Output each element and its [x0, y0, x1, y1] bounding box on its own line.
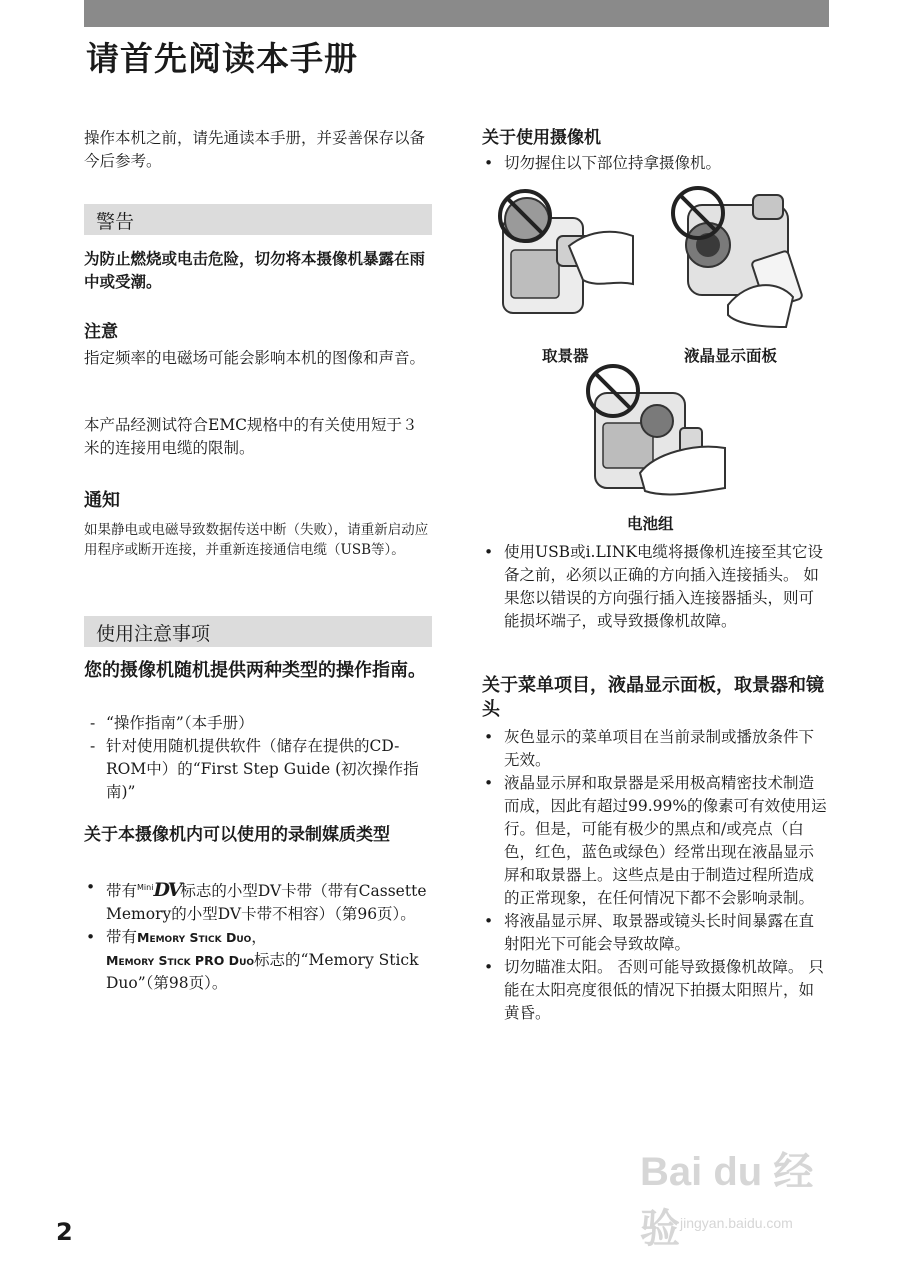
- watermark-url: jingyan.baidu.com: [680, 1215, 793, 1231]
- menu-heading: 关于菜单项目，液晶显示面板，取景器和镜头: [482, 675, 824, 720]
- page-number: 2: [56, 1218, 73, 1246]
- memory-stick-pro-duo-logo: Memory Stick PRO Duo: [106, 953, 255, 969]
- usage-band: [84, 616, 432, 647]
- menu-list: [482, 726, 827, 1025]
- media-item-2-sep: ，: [251, 928, 267, 947]
- list-item: • 切勿握住以下部位持拿摄像机。: [482, 152, 827, 175]
- dv-logo: DV: [153, 879, 181, 902]
- header-bar: [84, 0, 829, 27]
- media-item-2-pre: 带有: [106, 928, 138, 947]
- camera-list: [482, 152, 827, 175]
- intro-text: 操作本机之前，请先通读本手册，并妥善保存以备今后参考。: [84, 129, 426, 170]
- battery-grip-illustration: [585, 363, 730, 508]
- caution-text-1: 指定频率的电磁场可能会影响本机的图像和声音。: [84, 349, 426, 367]
- caption-viewfinder: 取景器: [542, 347, 589, 365]
- media-item-1-pre: 带有: [106, 882, 138, 901]
- guides-list: [84, 712, 432, 804]
- baidu-watermark: [640, 1140, 840, 1251]
- caution-text-2: 本产品经测试符合EMC规格中的有关使用短于３米的连接用电缆的限制。: [84, 416, 418, 457]
- list-item: • 液晶显示屏和取景器是采用极高精密技术制造而成，因此有超过99.99%的像素可有效使用运行。但是，可能有极少的黑点和/或亮点（白色，红色，蓝色或绿色）经常出现在液晶显示屏和取景器上。这些点是由于制造过程所造成的正常现象，在任何情况下都不会影响录制。: [482, 772, 827, 910]
- page-title: 请首先阅读本手册: [86, 39, 358, 78]
- list-item: - “操作指南”（本手册）: [84, 712, 432, 735]
- caution-heading: 注意: [84, 322, 118, 342]
- warning-heading: 警告: [96, 211, 135, 233]
- viewfinder-grip-illustration: [497, 188, 637, 333]
- caption-battery: 电池组: [627, 515, 674, 533]
- camera-heading: 关于使用摄像机: [482, 128, 601, 148]
- notice-heading: 通知: [84, 490, 120, 511]
- mini-dv-mini-text: Mini: [137, 883, 154, 892]
- media-item-1-text: 标志的小型DV卡带（带有Cassette Memory的小型DV卡带不相容）（第96页）。: [106, 882, 427, 924]
- list-item: [84, 926, 432, 995]
- guides-heading: 您的摄像机随机提供两种类型的操作指南。: [84, 660, 426, 681]
- warning-band: [84, 204, 432, 235]
- list-item: • 灰色显示的菜单项目在当前录制或播放条件下无效。: [482, 726, 827, 772]
- watermark-brand: Bai du 经验: [640, 1150, 814, 1251]
- list-item: • 将液晶显示屏、取景器或镜头长时间暴露在直射阳光下可能会导致故障。: [482, 910, 827, 956]
- memory-stick-duo-logo: Memory Stick Duo: [137, 930, 252, 946]
- list-item: [84, 876, 432, 926]
- list-item: • 使用USB或i.LINK电缆将摄像机连接至其它设备之前，必须以正确的方向插入连接插头。 如果您以错误的方向强行插入连接器插头，则可能损坏端子，或导致摄像机故障。: [482, 541, 827, 633]
- media-heading: 关于本摄像机内可以使用的录制媒质类型: [84, 825, 390, 845]
- usb-list: [482, 541, 827, 633]
- warning-text: 为防止燃烧或电击危险，切勿将本摄像机暴露在雨中或受潮。: [84, 250, 426, 291]
- list-item: • 切勿瞄准太阳。 否则可能导致摄像机故障。 只能在太阳亮度很低的情况下拍摄太阳照片，如黄昏。: [482, 956, 827, 1025]
- media-list: [84, 876, 432, 995]
- lcd-grip-illustration: [668, 185, 818, 335]
- list-item: - 针对使用随机提供软件（储存在提供的CD-ROM中）的“First Step Guide (初次操作指南)”: [84, 735, 432, 804]
- caption-lcd-panel: 液晶显示面板: [684, 347, 778, 365]
- media-item-2-text: 标志的“Memory Stick Duo”（第98页）。: [106, 951, 419, 993]
- notice-text: 如果静电或电磁导致数据传送中断（失败），请重新启动应用程序或断开连接，并重新连接通信电缆（USB等）。: [84, 522, 429, 558]
- usage-heading: 使用注意事项: [96, 623, 211, 645]
